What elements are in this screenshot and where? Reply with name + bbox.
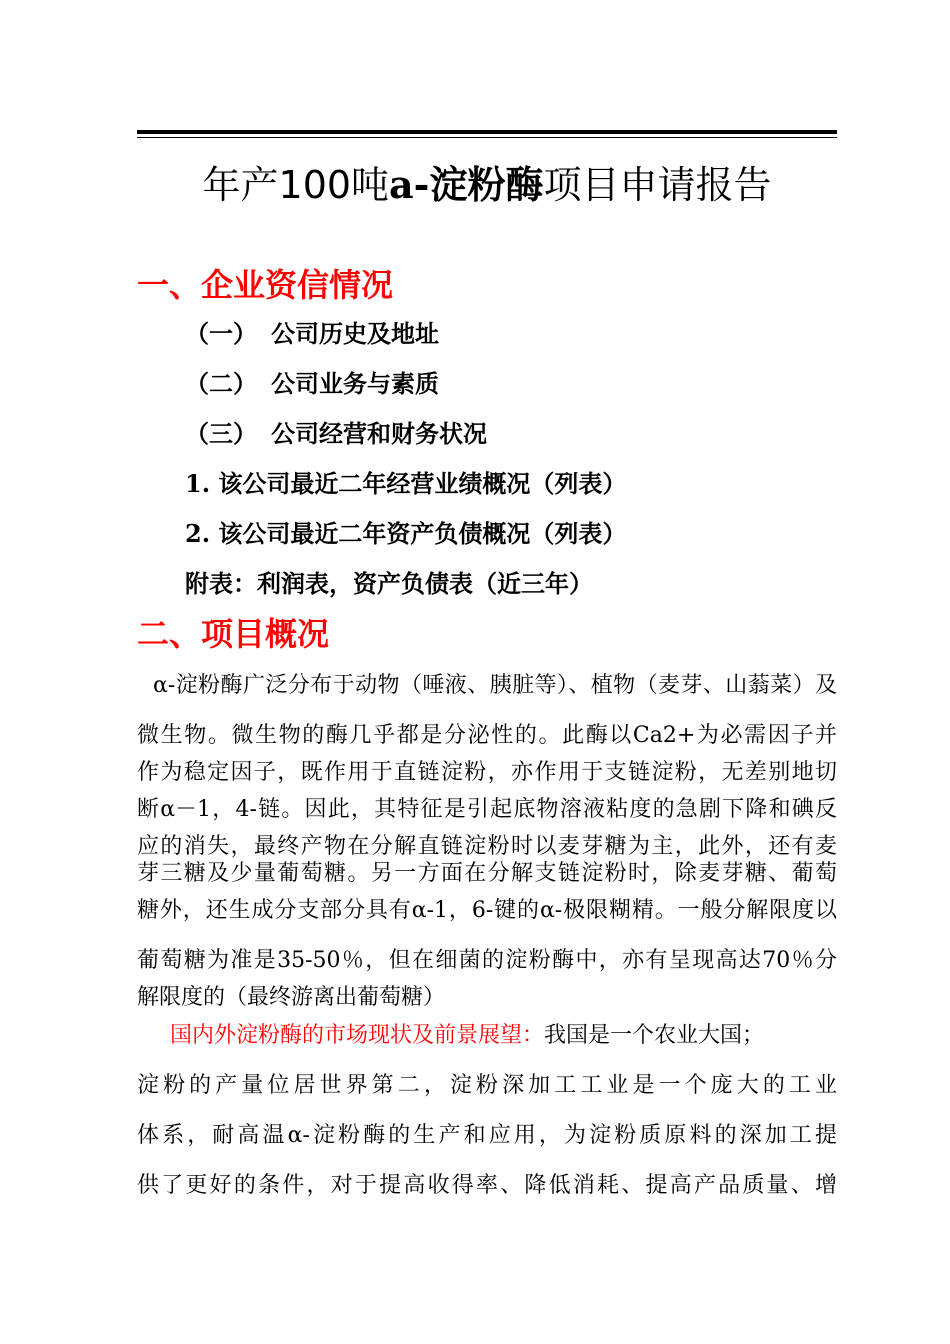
outline-item-number: （二） xyxy=(185,369,257,398)
header-rule-thin xyxy=(137,137,837,138)
body-line: 芽三糖及少量葡萄糖。另一方面在分解支链淀粉时，除麦芽糖、葡萄 xyxy=(137,861,837,886)
section-heading-credit: 一、企业资信情况 xyxy=(137,266,394,304)
outline-subitem: 1. 该公司最近二年经营业绩概况（列表） xyxy=(185,469,627,498)
document-title xyxy=(137,160,837,210)
outline-item-number: （一） xyxy=(185,319,257,348)
title-enzyme: a-淀粉酶 xyxy=(389,162,544,207)
header-rule-thick xyxy=(137,130,837,134)
outline-item-label: 公司业务与素质 xyxy=(271,369,439,398)
body-line: 作为稳定因子，既作用于直链淀粉，亦作用于支链淀粉，无差别地切 xyxy=(137,760,837,785)
market-outlook-heading: 国内外淀粉酶的市场现状及前景展望： xyxy=(170,1023,545,1048)
body-line: 应的消失，最终产物在分解直链淀粉时以麦芽糖为主，此外，还有麦 xyxy=(137,834,837,859)
market-outlook-line xyxy=(170,1018,837,1049)
outline-item xyxy=(185,368,439,400)
market-outlook-text: 我国是一个农业大国； xyxy=(544,1023,765,1048)
outline-item-label: 公司历史及地址 xyxy=(271,319,439,348)
title-prefix: 年产100吨 xyxy=(202,163,390,207)
body-line: 葡萄糖为准是35-50％，但在细菌的淀粉酶中，亦有呈现高达70％分 xyxy=(137,948,837,973)
body-line: 供了更好的条件，对于提高收得率、降低消耗、提高产品质量、增 xyxy=(137,1173,837,1198)
outline-subitem: 2. 该公司最近二年资产负债概况（列表） xyxy=(185,519,627,548)
body-line: α-淀粉酶广泛分布于动物（唾液、胰脏等）、植物（麦芽、山蓊菜）及 xyxy=(153,673,837,698)
title-suffix: 项目申请报告 xyxy=(543,163,772,207)
body-line: 糖外，还生成分支部分具有α-1，6-键的α-极限糊精。一般分解限度以 xyxy=(137,898,837,923)
outline-subitem: 附表：利润表，资产负债表（近三年） xyxy=(185,569,593,598)
section-heading-project: 二、项目概况 xyxy=(137,615,330,653)
body-line: 解限度的（最终游离出葡萄糖） xyxy=(137,985,446,1010)
outline-item xyxy=(185,318,439,350)
body-line: 淀粉的产量位居世界第二，淀粉深加工工业是一个庞大的工业 xyxy=(137,1073,837,1098)
outline-item-number: （三） xyxy=(185,419,257,448)
outline-item xyxy=(185,418,487,450)
body-line: 体系，耐高温α-淀粉酶的生产和应用，为淀粉质原料的深加工提 xyxy=(137,1123,837,1148)
body-line: 断α－1，4-链。因此，其特征是引起底物溶液粘度的急剧下降和碘反 xyxy=(137,797,837,822)
body-line: 微生物。微生物的酶几乎都是分泌性的。此酶以Ca2+为必需因子并 xyxy=(137,723,837,748)
outline-item-label: 公司经营和财务状况 xyxy=(271,419,487,448)
